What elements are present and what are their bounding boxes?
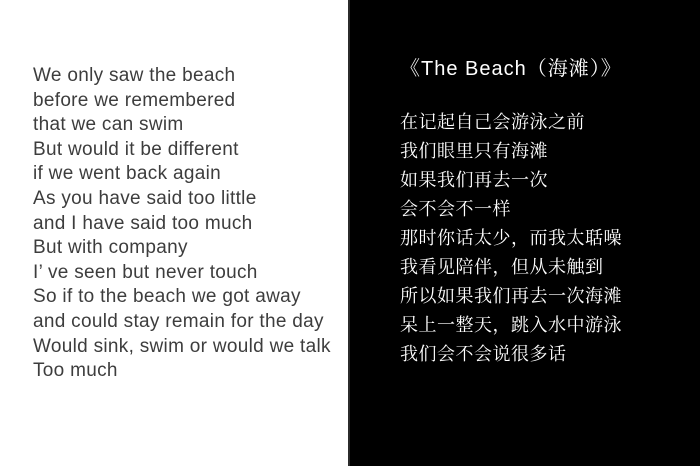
poem-line: 所以如果我们再去一次海滩 — [400, 286, 622, 306]
poem-line: and could stay remain for the day — [33, 310, 324, 332]
chinese-poem-panel — [348, 0, 700, 466]
poem-title: 《The Beach（海滩）》 — [400, 58, 622, 80]
poem-line: that we can swim — [33, 114, 184, 136]
poem-line: Too much — [33, 360, 118, 382]
poem-line: But would it be different — [33, 138, 239, 160]
poem-line: 那时你话太少，而我太聒噪 — [400, 228, 622, 248]
poem-line: As you have said too little — [33, 187, 257, 209]
english-poem-panel — [0, 0, 348, 466]
poem-line: 我们眼里只有海滩 — [400, 141, 548, 161]
poem-line: We only saw the beach — [33, 65, 236, 86]
poem-line: But with company — [33, 237, 188, 259]
poem-line: Would sink, swim or would we talk — [33, 335, 331, 357]
poem-line: 我们会不会说很多话 — [400, 344, 567, 364]
poem-line: 会不会不一样 — [400, 199, 511, 219]
poem-line: before we remembered — [33, 89, 236, 111]
poem-line: 我看见陪伴，但从未触到 — [400, 257, 604, 277]
poem-line: So if to the beach we got away — [33, 286, 301, 308]
poem-line: I’ ve seen but never touch — [33, 261, 258, 283]
poem-line: if we went back again — [33, 163, 221, 185]
poem-line: 呆上一整天，跳入水中游泳 — [400, 315, 622, 335]
poem-line: and I have said too much — [33, 212, 253, 234]
poem-line: 在记起自己会游泳之前 — [400, 112, 585, 132]
poem-line: 如果我们再去一次 — [400, 170, 548, 190]
